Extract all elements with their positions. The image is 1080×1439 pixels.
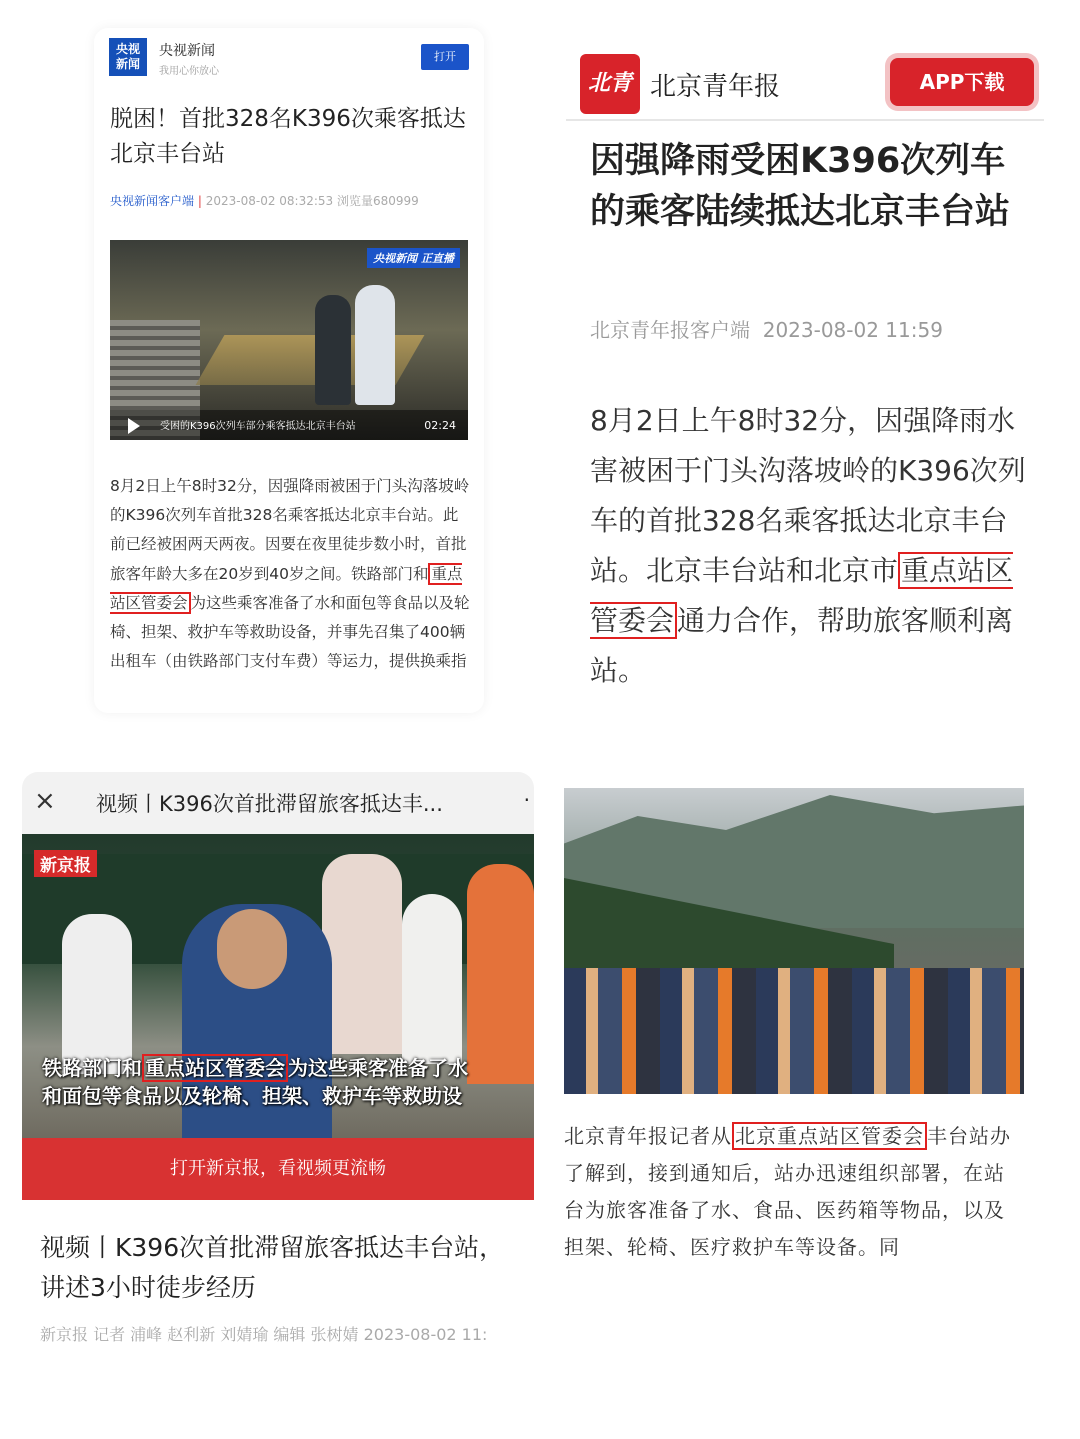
- video-scene-person: [322, 854, 402, 1054]
- cctv-article-title: 脱困！首批328名K396次乘客抵达北京丰台站: [110, 106, 466, 167]
- bjyouth-source: 北京青年报客户端: [590, 318, 750, 342]
- cctv-open-button[interactable]: 打开: [421, 44, 469, 70]
- cctv-article-meta: 央视新闻客户端 | 2023-08-02 08:32:53 浏览量680999: [110, 194, 419, 208]
- app-download-button[interactable]: APP下载: [890, 58, 1034, 106]
- video-scene-person: [62, 914, 132, 1074]
- bjyouth-article-title: 因强降雨受困K396次列车的乘客陆续抵达北京丰台站: [590, 141, 1011, 232]
- cctv-app-name: 央视新闻: [159, 43, 215, 59]
- xjb-article-meta: 新京报 记者 浦峰 赵利新 刘婧瑜 编辑 张树婧 2023-08-02 11:: [40, 1325, 488, 1344]
- video-caption: 受困的K396次列车部分乘客抵达北京丰台站: [160, 421, 356, 432]
- more-icon[interactable]: ·: [523, 788, 530, 812]
- video-scene-person: [467, 864, 534, 1084]
- xjb-article-title: 视频丨K396次首批滞留旅客抵达丰台站，讲述3小时徒步经历: [40, 1233, 505, 1302]
- bjyouth-article-meta: [590, 314, 943, 343]
- fade-overlay: [94, 683, 484, 713]
- video-duration: 02:24: [424, 419, 456, 432]
- photo-article-body: 北京青年报记者从 北京重点站区管委会 丰台站办了解到，接到通知后，站办迅速组织部署，在站台为旅客准备了水、食品、医药箱等物品，以及担架、轮椅、医疗救护车等设备。同: [564, 1124, 1011, 1259]
- station-crowd-photo: [564, 788, 1024, 1094]
- bjyouth-brand: 北京青年报: [650, 72, 781, 102]
- xjb-video-page: [22, 772, 534, 1362]
- highlight-box: 重点站区管委会: [142, 1054, 288, 1082]
- close-icon[interactable]: ×: [34, 786, 56, 816]
- cctv-article-card: [94, 28, 484, 713]
- video-scene-person: [402, 894, 462, 1064]
- video-subtitle: 铁路部门和 重点站区管委会 为这些乘客准备了水 和面包等食品以及轮椅、担架、救护车等救助设: [42, 1056, 468, 1108]
- play-icon[interactable]: [128, 418, 140, 434]
- highlight-box: 重点站区管委会: [110, 564, 463, 612]
- xjb-video-player[interactable]: [22, 834, 534, 1138]
- cctv-slogan: 我用心你放心: [159, 66, 219, 77]
- photo-crowd: [564, 968, 1024, 1094]
- cctv-article-body: 8月2日上午8时32分，因强降雨被困于门头沟落坡岭的K396次列车首批328名乘客抵达北京丰台站。此前已经被困两天两夜。因要在夜里徒步数小时，首批旅客年龄大多在20岁到40岁之间。铁路部门和 重点站区管委会 为这些乘客准备了水和面包等食品以及轮椅、担架、救护车等救助设备，并事先召集了400辆出租车（由铁路部门支付车费）等运力，提供换乘指: [110, 477, 470, 671]
- cctv-source[interactable]: 央视新闻客户端: [110, 194, 195, 208]
- bjyouth-timestamp: 2023-08-02 11:59: [762, 318, 943, 342]
- highlight-box: 重点站区管委会: [590, 554, 1014, 637]
- video-scene-face: [217, 909, 287, 989]
- open-app-bar[interactable]: 打开新京报，看视频更流畅: [22, 1138, 534, 1200]
- xjb-bar-title: 视频丨K396次首批滞留旅客抵达丰...: [96, 792, 443, 816]
- photo-article-card: [564, 788, 1024, 1278]
- cctv-timestamp: 2023-08-02 08:32:53: [205, 194, 334, 208]
- bjyouth-article-body: 8月2日上午8时32分，因强降雨水害被困于门头沟落坡岭的K396次列车的首批328名乘客抵达北京丰台站。北京丰台站和北京市 重点站区管委会 通力合作，帮助旅客顺利离站。: [590, 404, 1026, 687]
- live-badge: 央视新闻 正直播: [367, 248, 460, 268]
- cctv-app-header: [109, 38, 469, 82]
- bjyouth-article-card: [566, 44, 1044, 704]
- video-scene-officer: [315, 295, 351, 405]
- cctv-video-player[interactable]: [110, 240, 468, 440]
- divider: [566, 119, 1044, 121]
- cctv-logo: 央视 新闻: [109, 38, 147, 76]
- xjb-top-bar: [22, 772, 534, 834]
- cctv-views: 浏览量680999: [337, 194, 419, 208]
- video-scene-officer: [355, 285, 395, 405]
- xjb-badge: 新京报: [34, 850, 97, 877]
- highlight-box: 北京重点站区管委会: [732, 1122, 927, 1150]
- bjyouth-logo: 北青: [580, 54, 640, 114]
